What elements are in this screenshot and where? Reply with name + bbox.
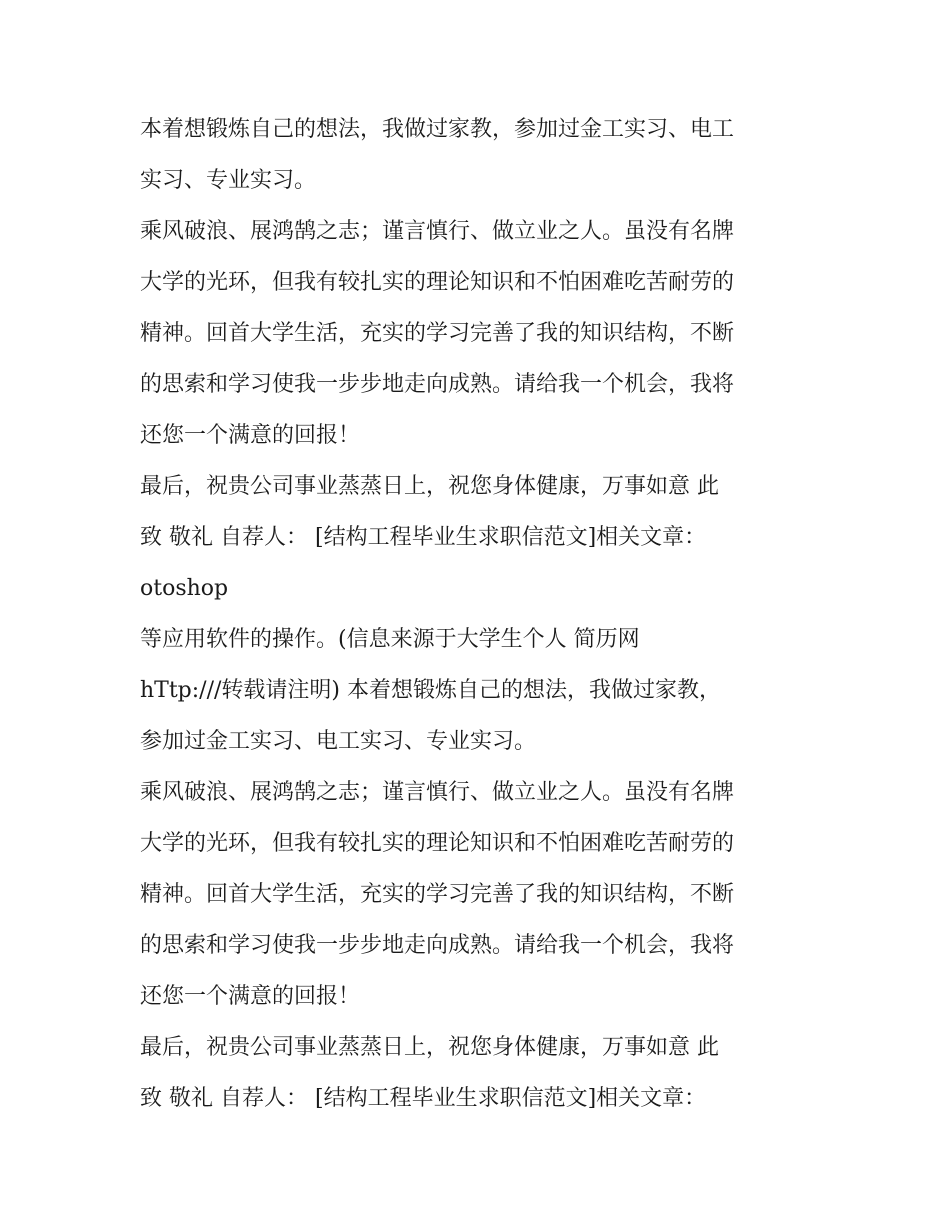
text-line: 的思索和学习使我一步步地走向成熟。请给我一个机会，我将	[140, 933, 735, 958]
text-line: 致 敬礼 自荐人： [结构工程毕业生求职信范文]相关文章：	[140, 1086, 707, 1111]
text-line: 还您一个满意的回报！	[140, 423, 361, 448]
text-line: 最后，祝贵公司事业蒸蒸日上，祝您身体健康，万事如意 此	[140, 1035, 719, 1060]
text-line: 乘风破浪、展鸿鹄之志；谨言慎行、做立业之人。虽没有名牌	[140, 219, 735, 244]
text-line: otoshop	[140, 576, 229, 601]
text-line: 最后，祝贵公司事业蒸蒸日上，祝您身体健康，万事如意 此	[140, 474, 719, 499]
document-body	[140, 104, 820, 1124]
text-line: 精神。回首大学生活，充实的学习完善了我的知识结构，不断	[140, 882, 735, 907]
text-line: 参加过金工实习、电工实习、专业实习。	[140, 729, 537, 754]
text-line: 等应用软件的操作。(信息来源于大学生个人 简历网	[140, 627, 640, 652]
text-line: 致 敬礼 自荐人： [结构工程毕业生求职信范文]相关文章：	[140, 525, 707, 550]
text-line: 大学的光环，但我有较扎实的理论知识和不怕困难吃苦耐劳的	[140, 270, 735, 295]
text-line: 本着想锻炼自己的想法，我做过家教，参加过金工实习、电工	[140, 117, 735, 142]
text-line: 精神。回首大学生活，充实的学习完善了我的知识结构，不断	[140, 321, 735, 346]
text-line: 乘风破浪、展鸿鹄之志；谨言慎行、做立业之人。虽没有名牌	[140, 780, 735, 805]
text-line: 还您一个满意的回报！	[140, 984, 361, 1009]
text-line: 大学的光环，但我有较扎实的理论知识和不怕困难吃苦耐劳的	[140, 831, 735, 856]
text-line: 的思索和学习使我一步步地走向成熟。请给我一个机会，我将	[140, 372, 735, 397]
text-line: 实习、专业实习。	[140, 168, 317, 193]
text-line: hTtp:///转载请注明) 本着想锻炼自己的想法，我做过家教，	[140, 678, 721, 703]
